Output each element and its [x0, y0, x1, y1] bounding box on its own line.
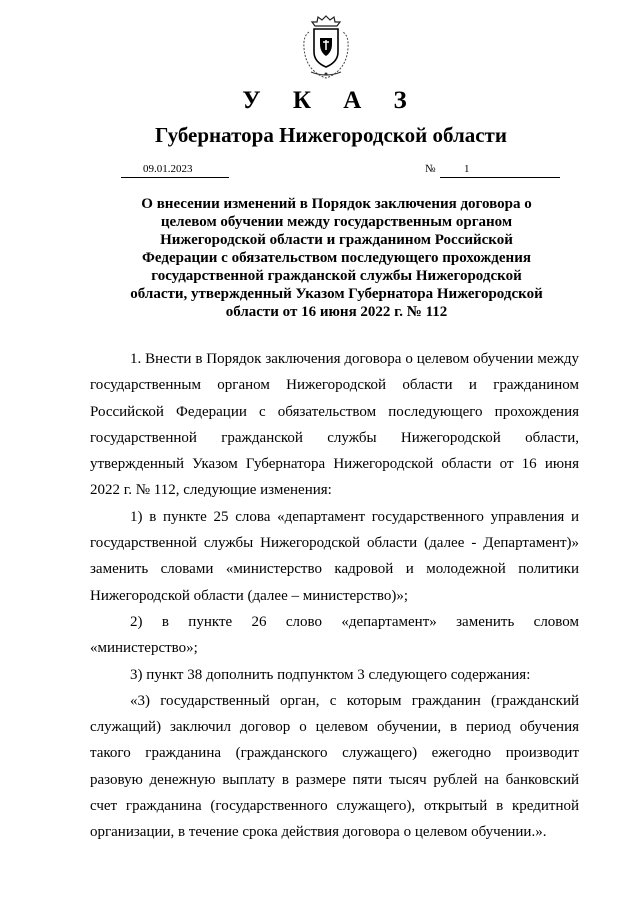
decree-number-line — [440, 161, 560, 178]
decree-date-field — [121, 161, 229, 178]
decree-date: 09.01.2023 — [143, 163, 193, 175]
paragraph-3: 2) в пункте 26 слово «департамент» заменить словом «министерство»; — [90, 613, 579, 657]
coat-of-arms-icon — [301, 14, 351, 80]
number-sign: № — [425, 163, 436, 175]
decree-body — [90, 346, 579, 846]
paragraph-4: 3) пункт 38 дополнить подпунктом 3 следующего содержания: — [130, 666, 531, 683]
decree-title: О внесении изменений в Порядок заключения договора о целевом обучении между государственным органом Нижегородской области и гражданином Российской Федерации с обязательством последующего прохождения государственной гражданской службы Нижегородской области, утвержденный Указом Губернатора Нижегородской области от 16 июня 2022 г. № 112 — [130, 196, 543, 320]
paragraph-5: «3) государственный орган, с которым гражданин (гражданский служащий) заключил договор о целевом обучении, в период обучения такого гражданина (гражданского служащего) ежегодно производит разовую денежную выплату в размере пяти тысяч рублей на банковский счет гражданина (государственного служащего), открытый в кредитной организации, в течение срока действия договора о целевом обучении.». — [90, 692, 579, 841]
paragraph-1: 1. Внести в Порядок заключения договора о целевом обучении между государственным органом Нижегородской области и гражданином Российской Федерации с обязательством последующего прохождения государственной гражданской службы Нижегородской области, утвержденный Указом Губернатора Нижегородской области от 16 июня 2022 г. № 112, следующие изменения: — [90, 351, 579, 499]
paragraph-2: 1) в пункте 25 слова «департамент государственного управления и государственной службы Нижегородской области (далее - Департамент)» заменить словами «министерство кадровой и молодежной политики Нижегородской области (далее – министерство)»; — [90, 508, 579, 604]
decree-issuer: Губернатора Нижегородской области — [155, 123, 507, 147]
decree-number: 1 — [464, 163, 470, 175]
decree-heading: У К А З — [242, 87, 420, 114]
